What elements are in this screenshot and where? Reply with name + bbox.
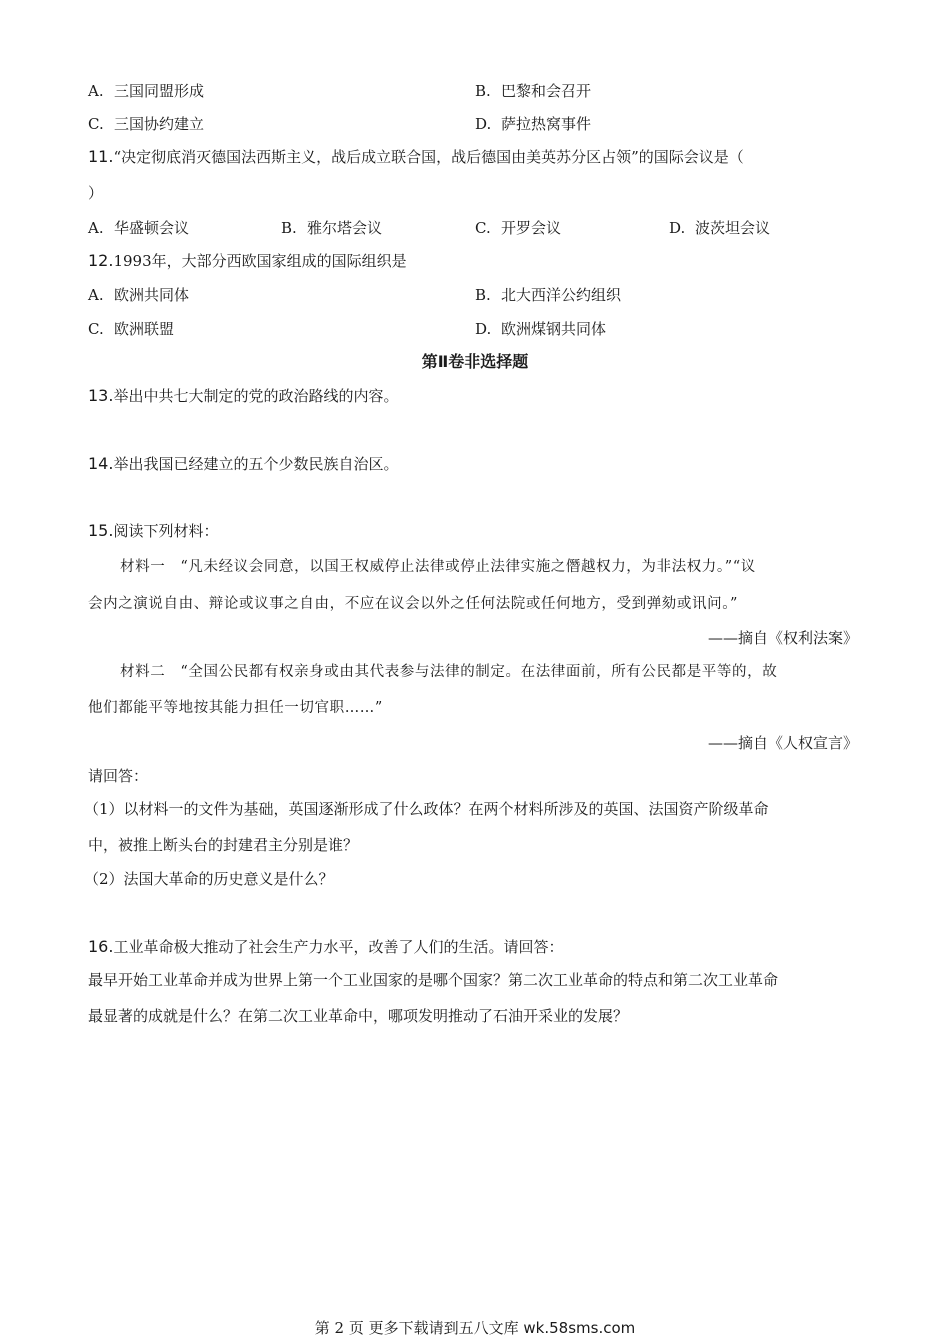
option-text: 华盛顿会议	[114, 219, 190, 237]
q10-option-a	[88, 81, 204, 101]
q11-stem	[88, 147, 744, 167]
option-text: 三国同盟形成	[114, 82, 205, 100]
option-letter: A.	[88, 219, 104, 237]
option-letter: B.	[281, 219, 297, 237]
question-number: 16.	[88, 937, 114, 956]
option-letter: D.	[475, 115, 492, 133]
option-text: 欧洲联盟	[114, 320, 175, 338]
question-number: 15.	[88, 521, 114, 540]
q11-option-c	[475, 218, 561, 238]
q11-option-d	[669, 218, 770, 238]
q11-option-b	[281, 218, 382, 238]
q10-option-b	[475, 81, 591, 101]
q10-option-c	[88, 114, 204, 134]
footer-text: 更多下载请到五八文库	[363, 1319, 524, 1337]
q15-material2-line1: 材料二 “全国公民都有权亲身或由其代表参与法律的制定。在法律面前，所有公民都是平等的，故	[120, 664, 778, 680]
option-letter: C.	[88, 320, 104, 338]
question-number: 14.	[88, 454, 114, 473]
option-text: 欧洲煤钢共同体	[501, 320, 607, 338]
q14	[88, 454, 398, 474]
option-letter: D.	[669, 219, 686, 237]
q15-source2: ——摘自《人权宣言》	[707, 734, 858, 752]
q15-material1-line1: 材料一 “凡未经议会同意，以国王权威停止法律或停止法律实施之僭越权力，为非法权力。”“议	[120, 559, 756, 575]
page-footer	[0, 1318, 950, 1338]
option-letter: A.	[88, 82, 104, 100]
question-text: 举出中共七大制定的党的政治路线的内容。	[113, 387, 399, 405]
q12-option-c	[88, 319, 174, 339]
q12-option-a	[88, 285, 189, 305]
question-text: 工业革命极大推动了社会生产力水平，改善了人们的生活。请回答：	[113, 938, 564, 956]
option-text: 巴黎和会召开	[501, 82, 592, 100]
q15-source1: ——摘自《权利法案》	[707, 629, 858, 647]
option-text: 三国协约建立	[114, 115, 205, 133]
question-number: 11.	[88, 147, 114, 166]
q15-stem	[88, 521, 218, 541]
option-text: 北大西洋公约组织	[501, 286, 622, 304]
q15-sub2: （2）法国大革命的历史意义是什么？	[84, 870, 334, 888]
option-letter: D.	[475, 320, 492, 338]
q10-option-d	[475, 114, 591, 134]
q15-material1-line2: 会内之演说自由、辩论或议事之自由，不应在议会以外之任何法院或任何地方，受到弹劾或讯问。”	[88, 596, 739, 612]
option-text: 波茨坦会议	[695, 219, 771, 237]
q12-stem	[88, 251, 407, 271]
q15-prompt: 请回答：	[88, 767, 149, 785]
q12-option-b	[475, 285, 621, 305]
option-letter: B.	[475, 286, 491, 304]
question-number: 12.	[88, 251, 114, 270]
question-text: 阅读下列材料：	[113, 522, 219, 540]
question-text: 举出我国已经建立的五个少数民族自治区。	[113, 455, 399, 473]
option-letter: A.	[88, 286, 104, 304]
q16-line2: 最早开始工业革命并成为世界上第一个工业国家的是哪个国家？第二次工业革命的特点和第二次工业革命	[88, 971, 779, 989]
q15-material2-line2: 他们都能平等地按其能力担任一切官职……”	[88, 700, 383, 716]
q12-option-d	[475, 319, 606, 339]
q11-stem-cont	[88, 183, 103, 203]
option-text: 萨拉热窝事件	[501, 115, 592, 133]
q15-sub1-line2: 中，被推上断头台的封建君主分别是谁？	[88, 836, 359, 854]
page-number: 第 2 页	[314, 1319, 364, 1337]
option-letter: C.	[88, 115, 104, 133]
option-text: 欧洲共同体	[114, 286, 190, 304]
question-number: 13.	[88, 386, 114, 405]
question-text: 1993年，大部分西欧国家组成的国际组织是	[113, 252, 407, 270]
option-text: 雅尔塔会议	[307, 219, 383, 237]
option-letter: B.	[475, 82, 491, 100]
section-title: 第Ⅱ卷非选择题	[421, 352, 529, 371]
q11-option-a	[88, 218, 189, 238]
q15-sub1-line1: （1）以材料一的文件为基础，英国逐渐形成了什么政体？在两个材料所涉及的英国、法国资产阶级革命	[84, 800, 769, 818]
option-text: 开罗会议	[501, 219, 562, 237]
q16-line3: 最显著的成就是什么？在第二次工业革命中，哪项发明推动了石油开采业的发展？	[88, 1007, 629, 1025]
question-text: “决定彻底消灭德国法西斯主义，战后成立联合国，战后德国由美英苏分区占领”的国际会议是（	[113, 148, 744, 166]
option-letter: C.	[475, 219, 491, 237]
question-text: ）	[88, 184, 104, 202]
q13	[88, 386, 398, 406]
footer-site-link[interactable]: wk.58sms.com	[523, 1319, 636, 1337]
q16-stem	[88, 937, 563, 957]
